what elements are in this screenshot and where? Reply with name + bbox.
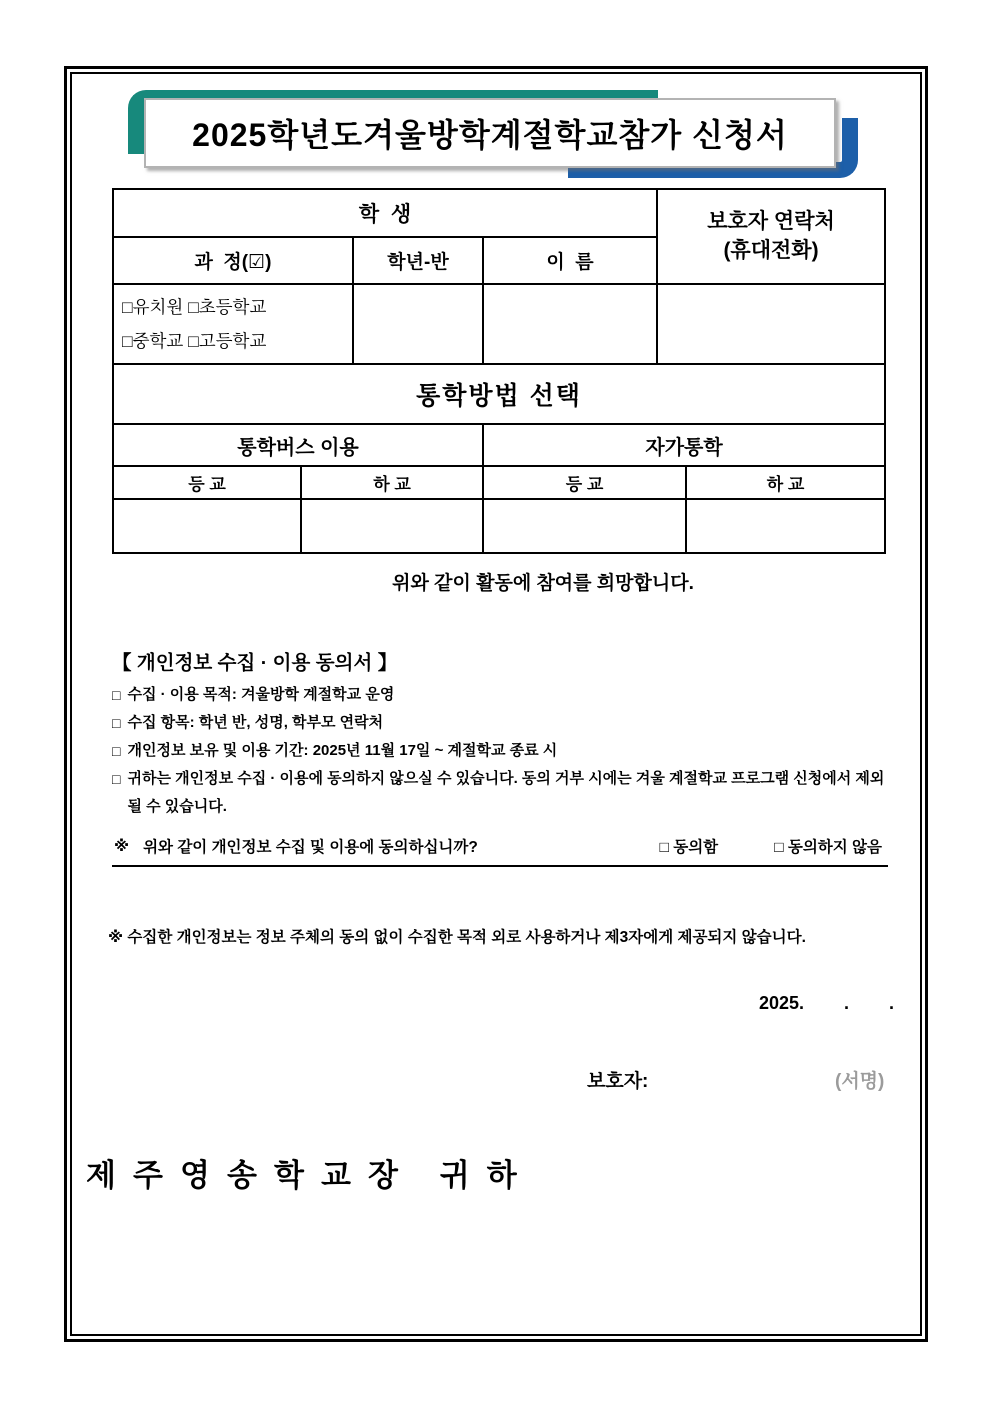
consent-item-purpose	[112, 681, 898, 709]
guardian-contact-line2: (휴대전화)	[723, 238, 819, 262]
bus-commute-header: 통학버스 이용	[113, 424, 483, 466]
participation-statement: 위와 같이 활동에 참여를 희망합니다.	[392, 573, 694, 594]
commute-section-header: 통학방법 선택	[113, 364, 885, 424]
consent-question-row	[112, 835, 888, 867]
addressee-line: 제주영송학교장 귀하	[86, 1158, 534, 1193]
page-title	[144, 98, 836, 168]
self-return-input-cell[interactable]	[686, 499, 885, 553]
name-input-cell[interactable]	[483, 284, 657, 364]
guardian-phone-input-cell[interactable]	[657, 284, 885, 364]
title-prefix: 2025학년도	[192, 117, 364, 153]
bus-go-input-cell[interactable]	[113, 499, 301, 553]
checkbox-elementary[interactable]: □초등학교	[188, 296, 267, 317]
consent-item-collected	[112, 709, 898, 737]
date-line[interactable]: 2025. . .	[758, 993, 894, 1013]
guardian-contact-line1: 보호자 연락처	[707, 210, 835, 234]
consent-item-checkbox-icon: □	[112, 715, 121, 731]
checkbox-kindergarten[interactable]: □유치원	[122, 296, 184, 317]
document-inner	[70, 72, 922, 1336]
checkbox-middle-school[interactable]: □중학교	[122, 331, 184, 351]
consent-question-text: 위와 같이 개인정보 수집 및 이용에 동의하십니까?	[143, 839, 478, 856]
reference-mark: ※	[114, 837, 130, 855]
grade-class-column-header: 학년-반	[353, 237, 483, 284]
consent-item-text: 개인정보 보유 및 이용 기간: 2025년 11월 17일 ~ 계절학교 종료 시	[127, 742, 558, 759]
bus-go-header: 등 교	[113, 466, 301, 499]
high-school-checkbox-icon[interactable]: □	[188, 331, 199, 351]
student-section-header: 학 생	[113, 189, 657, 237]
disagree-label: 동의하지 않음	[787, 839, 882, 856]
self-go-header: 등 교	[483, 466, 686, 499]
consent-item-checkbox-icon: □	[112, 771, 121, 787]
agree-label: 동의함	[673, 839, 719, 856]
consent-item-refusal	[112, 765, 898, 821]
signature-row	[72, 1066, 920, 1092]
course-options-line1	[122, 290, 352, 324]
title-suffix: 참가 신청서	[618, 117, 788, 153]
bus-return-input-cell[interactable]	[301, 499, 483, 553]
consent-item-text: 수집 항목: 학년 반, 성명, 학부모 연락처	[127, 714, 384, 731]
agree-checkbox-icon[interactable]: □	[659, 839, 669, 856]
course-column-header: 과 정(☑)	[113, 237, 353, 284]
disagree-checkbox[interactable]	[774, 835, 882, 857]
consent-item-retention	[112, 737, 898, 765]
self-go-input-cell[interactable]	[483, 499, 686, 553]
consent-item-checkbox-icon: □	[112, 743, 121, 759]
guardian-signature-label: 보호자:	[587, 1071, 649, 1092]
grade-class-input-cell[interactable]	[353, 284, 483, 364]
consent-item-text: 귀하는 개인정보 수집 · 이용에 동의하지 않으실 수 있습니다. 동의 거부 시에는 겨울 계절학교 프로그램 신청에서 제외될 수 있습니다.	[127, 770, 885, 815]
consent-section-heading: 【 개인정보 수집 · 이용 동의서 】	[112, 652, 398, 674]
elementary-checkbox-icon[interactable]: □	[188, 296, 199, 317]
course-options-cell	[113, 284, 353, 364]
commute-method-table	[112, 363, 886, 554]
course-options-line2	[122, 324, 352, 358]
privacy-notice: ※ 수집한 개인정보는 정보 주체의 동의 없이 수집한 목적 외로 사용하거나 제3자에게 제공되지 않습니다.	[108, 929, 806, 946]
self-return-header: 하 교	[686, 466, 885, 499]
consent-item-text: 수집 · 이용 목적: 겨울방학 계절학교 운영	[127, 686, 395, 703]
document-border	[64, 66, 928, 1342]
consent-item-checkbox-icon: □	[112, 687, 121, 703]
signature-hint[interactable]: (서명)	[835, 1071, 885, 1092]
guardian-contact-header	[657, 189, 885, 284]
student-info-table	[112, 188, 886, 365]
bus-return-header: 하 교	[301, 466, 483, 499]
name-column-header: 이 름	[483, 237, 657, 284]
kindergarten-checkbox-icon[interactable]: □	[122, 296, 133, 317]
middle-school-checkbox-icon[interactable]: □	[122, 331, 133, 351]
agree-checkbox[interactable]	[660, 835, 719, 857]
title-emphasis-school: 계절학교	[490, 117, 619, 153]
title-emphasis-winter: 겨울방학	[363, 117, 491, 153]
checkbox-high-school[interactable]: □고등학교	[188, 331, 267, 351]
disagree-checkbox-icon[interactable]: □	[774, 839, 784, 856]
title-banner	[128, 90, 858, 188]
self-commute-header: 자가통학	[483, 424, 885, 466]
